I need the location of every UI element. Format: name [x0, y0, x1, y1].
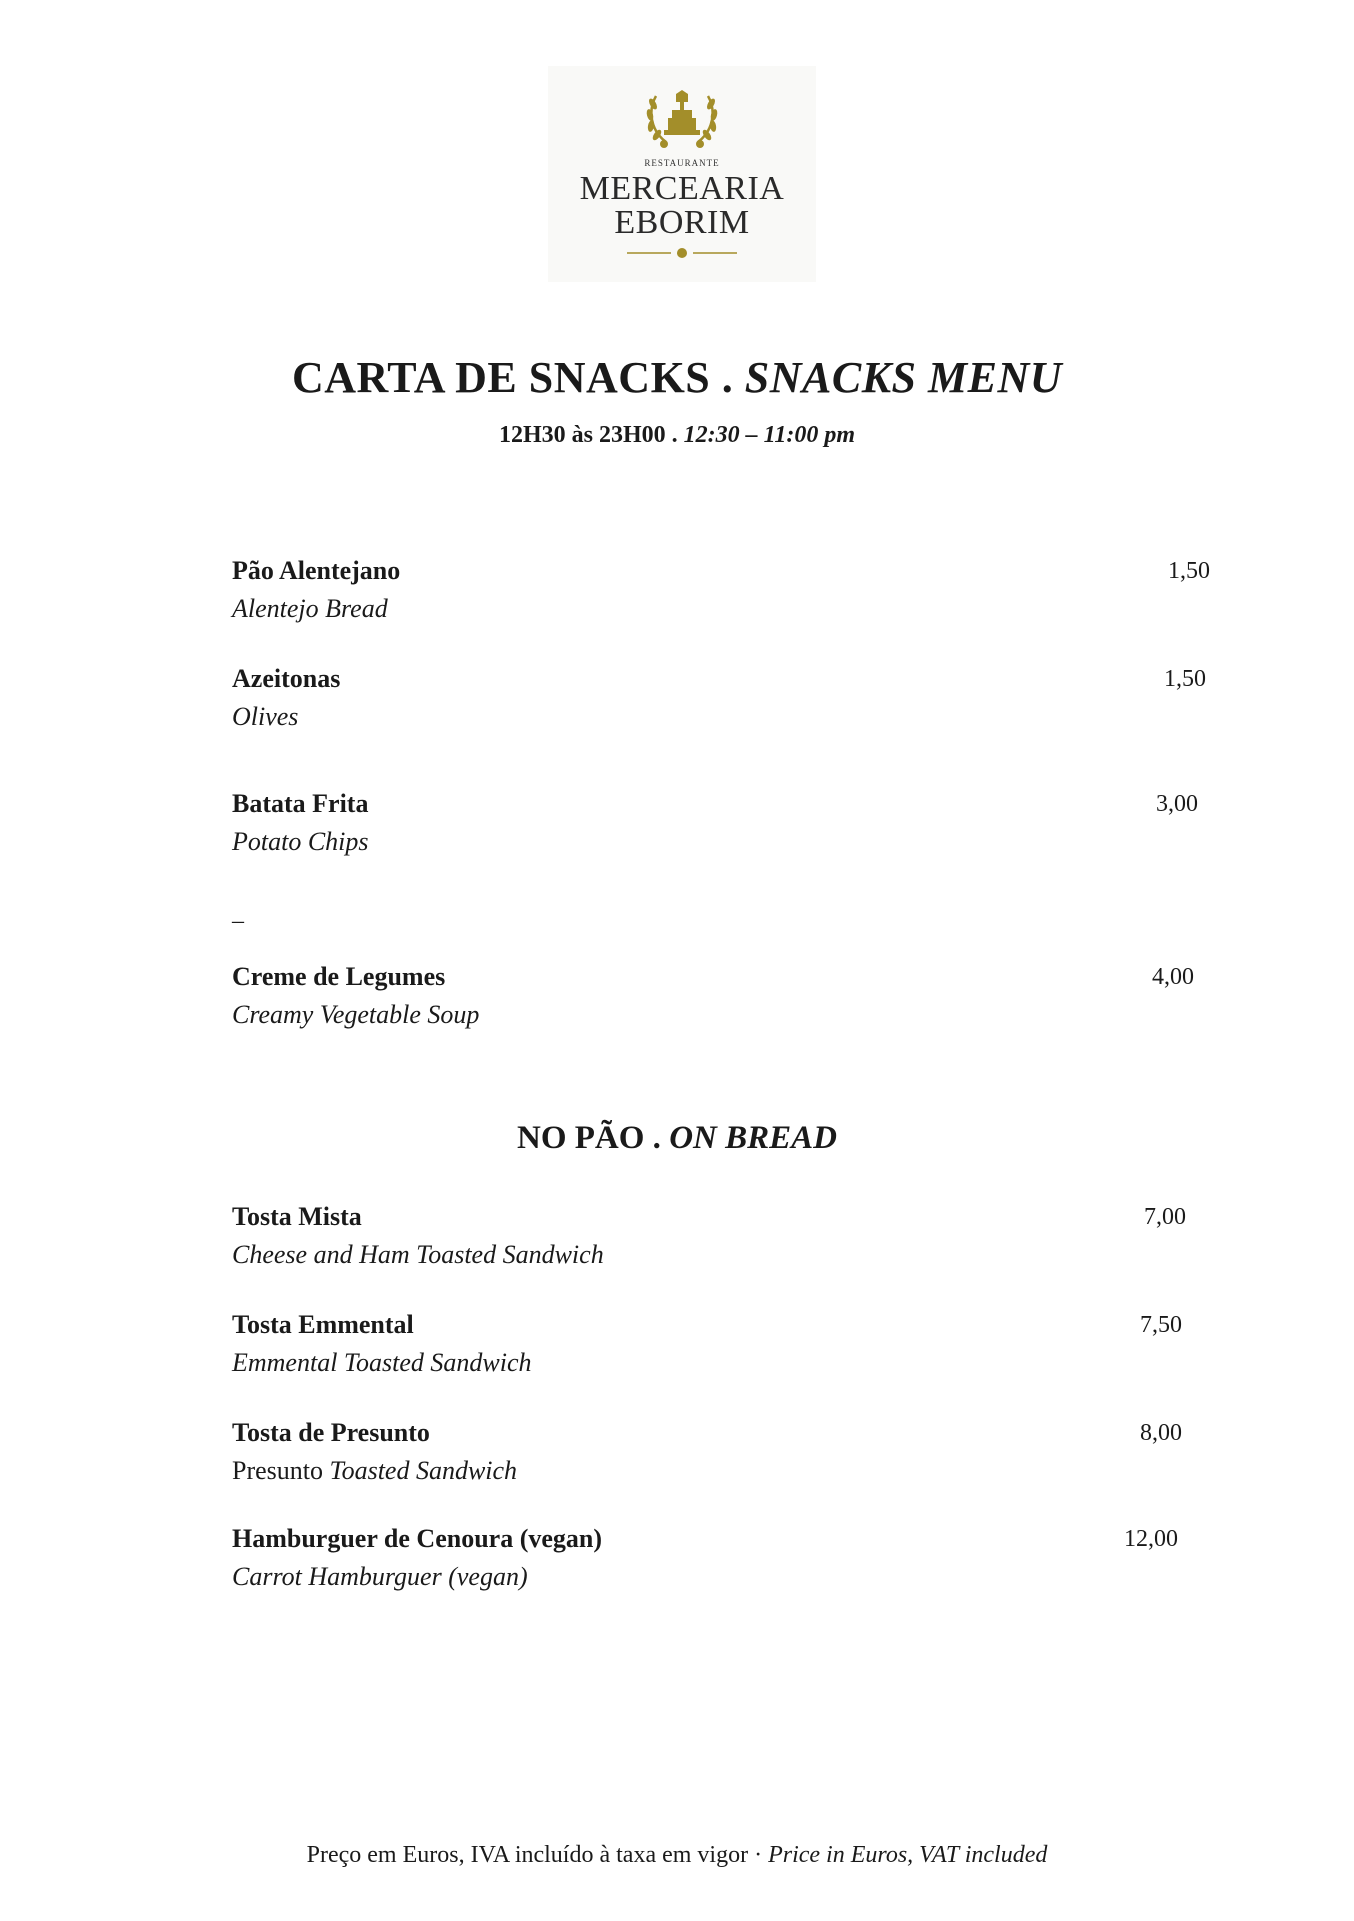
opening-hours-pt: 12H30 às 23H00 .	[498, 422, 684, 448]
menu-title	[0, 352, 1354, 403]
menu-item-description-italic: Toasted Sandwich	[329, 1456, 518, 1485]
menu-item-description: Olives	[232, 702, 299, 731]
opening-hours	[0, 422, 1354, 449]
menu-item-name: Tosta de Presunto	[232, 1418, 430, 1447]
laurel-crest-icon	[642, 88, 722, 150]
footnote-pt: Preço em Euros, IVA incluído à taxa em vigor ·	[306, 1842, 769, 1868]
menu-item-name: Pão Alentejano	[232, 556, 401, 585]
logo-line-2: EBORIM	[614, 204, 750, 241]
menu-item-description: Emmental Toasted Sandwich	[232, 1348, 532, 1377]
menu-item-description: Alentejo Bread	[232, 594, 388, 623]
section-title-pt: NO PÃO .	[517, 1120, 670, 1156]
menu-item-description	[232, 1456, 517, 1486]
price-footnote	[0, 1842, 1354, 1869]
section-title-en: ON BREAD	[669, 1120, 837, 1156]
logo-kicker: RESTAURANTE	[644, 158, 720, 168]
menu-item-description: Creamy Vegetable Soup	[232, 1000, 480, 1029]
menu-item-price: 1,50	[1164, 666, 1206, 692]
menu-item-name: Azeitonas	[232, 664, 341, 693]
menu-item-name: Tosta Emmental	[232, 1310, 414, 1339]
menu-item-name: Tosta Mista	[232, 1202, 362, 1231]
menu-title-pt: CARTA DE SNACKS .	[291, 353, 745, 402]
menu-item-description: Cheese and Ham Toasted Sandwich	[232, 1240, 604, 1269]
menu-item-price: 8,00	[1140, 1420, 1182, 1446]
footnote-en: Price in Euros, VAT included	[768, 1842, 1048, 1868]
menu-item-name: Batata Frita	[232, 789, 369, 818]
menu-item-description: Potato Chips	[232, 827, 369, 856]
menu-item-price: 7,00	[1144, 1204, 1186, 1230]
menu-title-en: SNACKS MENU	[744, 353, 1063, 402]
logo-ornament-icon	[627, 246, 737, 260]
menu-item-price: 12,00	[1124, 1526, 1178, 1552]
opening-hours-en: 12:30 – 11:00 pm	[683, 422, 855, 448]
menu-item-price: 3,00	[1156, 791, 1198, 817]
menu-item-name: Creme de Legumes	[232, 962, 446, 991]
logo-line-1: MERCEARIA	[579, 170, 785, 207]
section-title-on-bread	[0, 1120, 1354, 1157]
restaurant-logo	[548, 66, 816, 282]
menu-item-description: Carrot Hamburguer (vegan)	[232, 1562, 528, 1591]
menu-item-name: Hamburguer de Cenoura (vegan)	[232, 1524, 603, 1553]
menu-item-price: 7,50	[1140, 1312, 1182, 1338]
menu-item-description-upright: Presunto	[232, 1456, 330, 1485]
separator-dash: –	[232, 908, 244, 934]
menu-item-price: 4,00	[1152, 964, 1194, 990]
menu-item-price: 1,50	[1168, 558, 1210, 584]
